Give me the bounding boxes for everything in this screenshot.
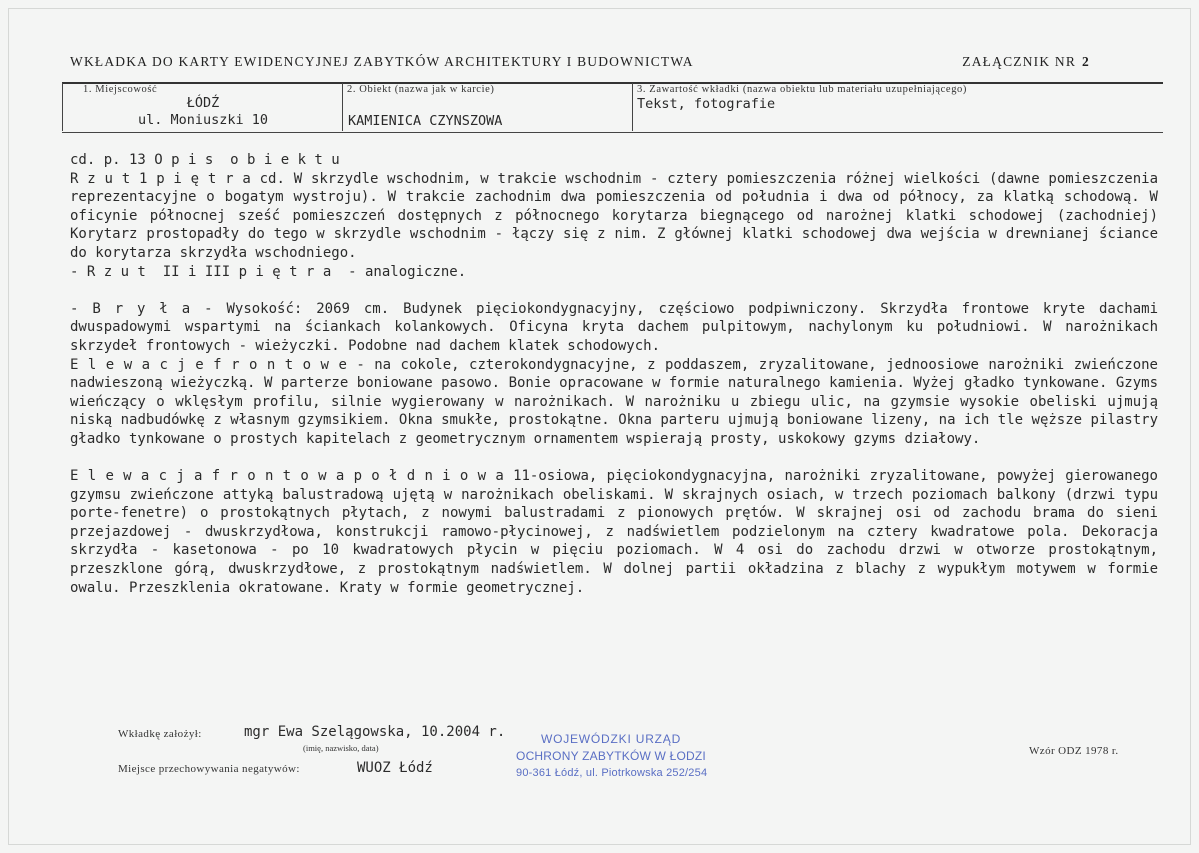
form-code: Wzór ODZ 1978 r. [1029, 745, 1119, 757]
office-stamp [516, 731, 706, 782]
paragraph-floor-1: R z u t 1 p i ę t r a cd. W skrzydle wschodnim, w trakcie wschodnim - cztery pomieszczenia różnej wielkości (dawne pomieszczenia reprezentacyjne o bogatym wystroju). W trakcie zachodnim dwa pomieszczenia od południa i dwa od północy, za klatką schodową. W oficynie północnej sześć pomieszczeń dostępnych z północnego korytarza biegnącego od narożnej klatki schodowej (zachodniej) Korytarz prostopadły do tego w skrzydle wschodnim - łączy się z nim. Z głównej klatki schodowej dwa wejścia w drewnianej ściance do korytarza skrzydła wschodniego. [70, 170, 1158, 261]
paragraph-front-elevations: E l e w a c j e f r o n t o w e - na cokole, czterokondygnacyjne, z poddaszem, zryzalitowane, jednoosiowe narożniki zwieńczone nadwieszoną wieżyczką. W parterze boniowane pasowo. Bonie opracowane w formie naturalnego kamienia. Wyżej gładko tynkowane. Gzyms wieńczący o wklęsłym profilu, silnie wygierowany w narożnikach. W narożniku u zbiegu ulic, na gzymsie wysokie obeliski ujmują niską nadbudówkę z własnym gzymsikiem. Okna smukłe, prostokątne. Okna parteru ujmują boniowane lizeny, na ich tle węższe pilastry gładko tynkowane o prostych kapitelach z geometrycznym ornamentem wspierają prosty, uskokowy gzyms działowy. [70, 356, 1158, 447]
stamp-line-3: 90-361 Łódź, ul. Piotrkowska 252/254 [516, 767, 708, 779]
object-cell [342, 83, 632, 131]
author-hint: (imię, nazwisko, data) [303, 743, 379, 753]
attachment-number-value: 2 [1082, 54, 1090, 69]
section-heading: cd. p. 13 O p i s o b i e k t u [70, 152, 340, 168]
place-cell [62, 83, 342, 131]
document-body [70, 151, 1158, 597]
attachment-label: ZAŁĄCZNIK NR [962, 54, 1077, 69]
content-label: 3. Zawartość wkładki (nazwa obiektu lub materiału uzupełniającego) [637, 84, 967, 95]
place-city: ŁÓDŹ [186, 95, 220, 111]
info-table [62, 83, 1163, 133]
place-label: 1. Miejscowość [83, 84, 158, 95]
attachment-number [962, 54, 1090, 70]
author-label: Wkładkę założył: [118, 728, 202, 740]
paragraph-gap [70, 449, 1158, 468]
paragraph-floors-2-3: - R z u t II i III p i ę t r a - analogiczne. [70, 263, 467, 280]
stamp-line-2: OCHRONY ZABYTKÓW W ŁODZI [516, 749, 706, 763]
paragraph-gap [70, 281, 1158, 300]
storage-label: Miejsce przechowywania negatywów: [118, 763, 300, 775]
stamp-line-1: WOJEWÓDZKI URZĄD [540, 732, 682, 746]
place-street: ul. Moniuszki 10 [137, 112, 269, 128]
content-cell [632, 83, 1163, 131]
object-label: 2. Obiekt (nazwa jak w karcie) [347, 84, 495, 95]
storage-value: WUOZ Łódź [357, 760, 433, 776]
content-value: Tekst, fotografie [637, 96, 776, 112]
object-value: KAMIENICA CZYNSZOWA [348, 113, 503, 129]
document-title: WKŁADKA DO KARTY EWIDENCYJNEJ ZABYTKÓW ARCHITEKTURY I BUDOWNICTWA [70, 54, 694, 69]
paragraph-south-elevation: E l e w a c j a f r o n t o w a p o ł d n i o w a 11-osiowa, pięciokondygnacyjna, narożniki zryzalitowane, powyżej gierowanego gzymsu zwieńczone attyką balustradową ujętą w narożnikach obeliskami. W skrajnych osiach, w trzech poziomach balkony (drzwi typu porte-fenetre) o prostokątnych płytach, z nowymi balustradami z pionowych prętów. W skrajnej osi od zachodu brama do sieni przejazdowej - dwuskrzydłowa, konstrukcji ramowo-płycinowej, z nadświetlem podzielonym na cztery kwadratowe pola. Dekoracja skrzydła - kasetonowa - po 10 kwadratowych płycin w pięciu poziomach. W 4 osi do zachodu drzwi w otworze prostokątnym, przeszklone górą, dwuskrzydłowe, z prostokątnym nadświetlem. W dolnej partii okładzina z blachy z wypukłym motywem w formie owalu. Przeszklenia okratowane. Kraty w formie geometrycznej. [70, 468, 1158, 596]
paragraph-body-mass: - B r y ł a - Wysokość: 2069 cm. Budynek pięciokondygnacyjny, częściowo podpiwniczony. Skrzydła frontowe kryte dachami dwuspadowymi wspartymi na ściankach kolankowych. Oficyna kryta dachem pulpitowym, nachylonym ku południowi. W narożnikach skrzydeł frontowych - wieżyczki. Podobne nad dachem klatek schodowych. [70, 300, 1158, 354]
author-value: mgr Ewa Szelągowska, 10.2004 r. [244, 724, 506, 740]
